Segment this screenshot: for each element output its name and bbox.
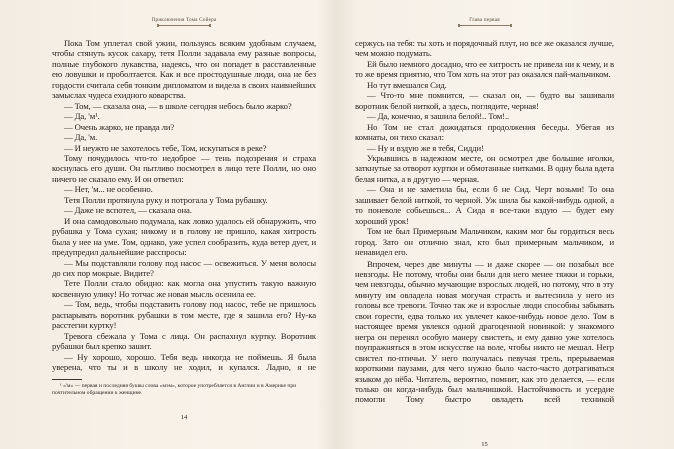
paragraph: сержусь на тебя: ты хоть и порядочный плут, но все же оказался лучше, чем можно подумать.	[355, 38, 614, 59]
paragraph: — Ну хорошо, хорошо. Тебя ведь никогда не поймешь. Я была уверена, что ты и в школу не ходил, и купался. Ладно, я не	[52, 351, 316, 373]
body-text	[355, 38, 614, 405]
paragraph: — Даже не вспотел, — сказала она.	[64, 205, 192, 216]
ornament-divider	[458, 25, 512, 26]
page-number: 14	[180, 413, 188, 421]
paragraph: — Нет, 'м... не особенно.	[64, 184, 153, 195]
right-page	[355, 0, 614, 449]
paragraph: Пока Том уплетал свой ужин, пользуясь всяким удобным случаем, чтобы стянуть кусок сахару, тетя Полли задавала ему разные вопросы, полные глубокого лукавства, надеясь, что он попадет в расставленные ею ловушки и проболтается. Как и все простодушные люди, она не без гордости считала себя тонким дипломатом и видела в своих наивнейших замыслах чудеса ехидного коварства.	[52, 38, 316, 101]
paragraph: — Том, — сказала она, — в школе сегодня небось было жарко?	[64, 100, 292, 111]
paragraph: Укрывшись в надежном месте, он осмотрел две большие иголки, заткнутые за отворот куртки и обмотанные нитками. В одну была вдета белая нитка, а в другую — черная.	[355, 152, 614, 184]
paragraph: Но тут вмешался Сид.	[367, 79, 447, 90]
footnote: ¹ «'м» — первая и последняя буквы слова «мэм», которое употребляется в Англии и в Америке при почтительном обращении к женщине.	[52, 382, 297, 396]
paragraph: — Да, 'м¹.	[64, 111, 100, 122]
paragraph: — Она и не заметила бы, если б не Сид. Черт возьми! То она зашивает белой ниткой, то черной. Уж шила бы какой-нибудь одной, а то поневоле собьешься... А Сида я все-таки вздую — будет ему хороший урок!	[355, 184, 614, 226]
paragraph: Впрочем, через две минуты — и даже скорее — он позабыл все невзгоды. Не потому, чтобы они были для него менее тяжки и горьки, чем невзгоды, обычно мучающие взрослых людей, но потому, что в эту минуту им овладела новая могучая страсть и вытеснила у него из головы все тревоги. Точно так же и взрослые люди способны забывать свои горести, едва только их увлечет какое-нибудь новое дело. Том в настоящее время увлекся одной драгоценной новинкой: у знакомого негра он перенял особую манеру свистеть, и ему давно уже хотелось поупражняться в этом искусстве на воле, чтобы никто не мешал. Негр свистел по-птичьи. У него получалась певучая трель, прерываемая короткими паузами, для чего нужно было часто-часто дотрагиваться языком до нёба. Читатель, вероятно, помнит, как это делается, — если только он когда-нибудь был мальчишкой. Настойчивость и усердие помогли Тому быстро овладеть всей техникой	[355, 258, 614, 405]
paragraph: Тете Полли стало обидно: как могла она упустить такую важную косвенную улику! Но тотчас же новая мысль осенила ее.	[52, 278, 316, 299]
paragraph: — Очень жарко, не правда ли?	[64, 121, 175, 132]
left-page	[52, 0, 316, 422]
paragraph: — Том, ведь, чтобы подставить голову под насос, тебе не пришлось распарывать воротник рубашки в том месте, где я зашила его? Ну-ка расстегни куртку!	[52, 299, 316, 331]
paragraph: — Мы подставляли голову под насос — освежиться. У меня волосы до сих пор мокрые. Видите?	[52, 257, 316, 278]
paragraph: — Ну и вздую же я тебя, Сидди!	[367, 142, 484, 153]
running-head: Глава первая	[469, 17, 500, 23]
page-number: 15	[481, 440, 488, 448]
paragraph: Но Том не стал дожидаться продолжения беседы. Убегая из комнаты, он тихо сказал:	[355, 121, 614, 143]
footnote-rule	[52, 379, 82, 380]
paragraph: — И неужто не захотелось тебе, Том, искупаться в реке?	[64, 142, 267, 153]
paragraph: Том не был Примерным Мальчиком, каким мог бы гордиться весь город. Зато он отлично знал, кто был примерным мальчиком, и ненавидел его.	[355, 226, 614, 258]
paragraph: Ей было немного досадно, что ее хитрость не привела ни к чему, и в то же время приятно, что Том хоть на этот раз оказался пай-мальчиком.	[355, 58, 614, 80]
paragraph: Тетя Полли протянула руку и потрогала у Тома рубашку.	[64, 194, 268, 205]
paragraph: — Что-то мне помнится, — сказал он, — будто вы зашивали воротник белой ниткой, а здесь, поглядите, черная!	[355, 90, 614, 111]
running-head: Приключения Тома Сойера	[151, 17, 217, 23]
paragraph: Тому почудилось что-то недоброе — тень подозрения и страха коснулась его души. Он пытливо посмотрел в лицо тете Полли, но оно ничего не сказало ему. И он ответил:	[52, 152, 316, 184]
ornament-divider	[157, 25, 211, 26]
body-text	[52, 38, 316, 373]
paragraph: И она самодовольно подумала, как ловко удалось ей обнаружить, что рубашка у Тома сухая; никому и в голову не пришло, какая хитрость была у нее на уме. Том, однако, уже успел сообразить, куда ветер дует, и предупредил дальнейшие расспросы:	[52, 215, 316, 258]
paragraph: — Да, 'м.	[64, 132, 98, 143]
paragraph: — Да, конечно, я зашила белой!.. Том!..	[367, 111, 510, 122]
paragraph: Тревога сбежала у Тома с лица. Он распахнул куртку. Воротник рубашки был крепко зашит.	[52, 330, 316, 352]
